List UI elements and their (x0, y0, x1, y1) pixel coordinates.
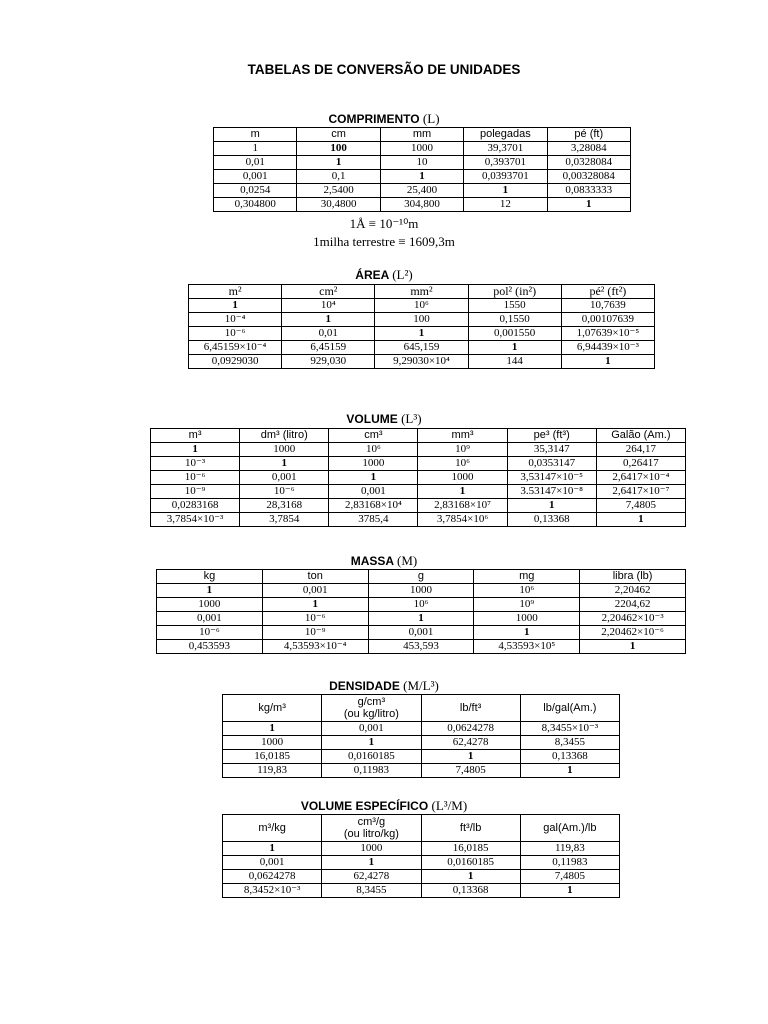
column-header: kg (157, 570, 263, 584)
table-cell: 10⁶ (375, 299, 468, 313)
table-cell: 0,1550 (468, 313, 561, 327)
table-cell: 0,0353147 (507, 457, 596, 471)
table-cell: 2,20462×10⁻³ (580, 612, 686, 626)
table-cell: 0,11983 (520, 856, 619, 870)
table-cell: 0,0624278 (421, 722, 520, 736)
table-cell: 0,00107639 (561, 313, 654, 327)
table-cell: 62,4278 (421, 736, 520, 750)
table-header-row (223, 695, 620, 722)
table-header-row (157, 570, 686, 584)
table-cell: 6,45159×10⁻⁴ (189, 341, 282, 355)
table-header-row (189, 285, 655, 299)
note-milha: 1milha terrestre ≡ 1609,3m (313, 234, 455, 249)
table-row (189, 313, 655, 327)
table-cell: 10⁶ (368, 598, 474, 612)
table-cell: 0,11983 (322, 764, 421, 778)
table-cell: 0,001 (240, 471, 329, 485)
table-cell: 10⁻⁹ (262, 626, 368, 640)
note-angstrom: 1Å ≡ 10⁻¹⁰m (349, 216, 419, 231)
table-row (223, 870, 620, 884)
table-cell: 10⁶ (418, 457, 507, 471)
table-header-row (214, 128, 631, 142)
table-cell: 10⁻⁶ (240, 485, 329, 499)
table-cell: 35,3147 (507, 443, 596, 457)
table-cell: 1 (520, 884, 619, 898)
table-cell: 1 (151, 443, 240, 457)
table-area (188, 284, 655, 369)
table-cell: 10⁻⁴ (189, 313, 282, 327)
table-cell: 28,3168 (240, 499, 329, 513)
table-row (214, 184, 631, 198)
table-cell: 645,159 (375, 341, 468, 355)
column-header: g (368, 570, 474, 584)
table-cell: 1000 (474, 612, 580, 626)
table-cell: 10⁻³ (151, 457, 240, 471)
table-cell: 1 (262, 598, 368, 612)
table-cell: 1 (474, 626, 580, 640)
table-cell: 1 (189, 299, 282, 313)
table-cell: 2204,62 (580, 598, 686, 612)
column-header-text: (ou litro/kg) (343, 828, 399, 840)
table-cell: 929,030 (282, 355, 375, 369)
column-header (223, 815, 322, 842)
section-title-volume (0, 411, 768, 427)
table-cell: 3,53147×10⁻⁵ (507, 471, 596, 485)
table-cell: 2,6417×10⁻⁴ (596, 471, 685, 485)
column-header: ton (262, 570, 368, 584)
column-header: pé (ft) (547, 128, 630, 142)
table-cell: 0,0283168 (151, 499, 240, 513)
table-cell: 1000 (368, 584, 474, 598)
table-cell: 1 (596, 513, 685, 527)
column-header: pol² (in²) (468, 285, 561, 299)
table-cell: 3.53147×10⁻⁸ (507, 485, 596, 499)
table-cell: 144 (468, 355, 561, 369)
table-cell: 1550 (468, 299, 561, 313)
table-cell: 10⁶ (474, 584, 580, 598)
table-cell: 1 (240, 457, 329, 471)
table-cell: 0,1 (297, 170, 380, 184)
table-cell: 264,17 (596, 443, 685, 457)
table-cell: 10,7639 (561, 299, 654, 313)
table-row (223, 750, 620, 764)
table-row (151, 471, 686, 485)
table-cell: 2,83168×10⁷ (418, 499, 507, 513)
table-cell: 119,83 (520, 842, 619, 856)
table-cell: 1 (223, 722, 322, 736)
table-massa (156, 569, 686, 654)
table-cell: 9,29030×10⁴ (375, 355, 468, 369)
section-title-volume-especifico (0, 798, 768, 814)
section-name: VOLUME ESPECÍFICO (300, 799, 429, 813)
table-cell: 0,001550 (468, 327, 561, 341)
table-cell: 1000 (418, 471, 507, 485)
table-cell: 1 (547, 198, 630, 212)
table-cell: 10⁻⁶ (262, 612, 368, 626)
section-title-area (0, 267, 768, 283)
table-cell: 0,001 (368, 626, 474, 640)
table-header-row (151, 429, 686, 443)
column-header: polegadas (464, 128, 547, 142)
table-cell: 1 (329, 471, 418, 485)
table-cell: 0,01 (214, 156, 297, 170)
table-cell: 0,0929030 (189, 355, 282, 369)
section-title-densidade (0, 678, 768, 694)
section-title-comprimento (0, 111, 768, 127)
column-header-text: cm³/g (357, 816, 386, 828)
table-cell: 1 (282, 313, 375, 327)
column-header: cm² (282, 285, 375, 299)
table-cell: 1 (223, 842, 322, 856)
table-cell: 1 (157, 584, 263, 598)
table-row (151, 513, 686, 527)
table-row (214, 198, 631, 212)
section-name: VOLUME (346, 412, 398, 426)
table-cell: 0,001 (214, 170, 297, 184)
table-cell: 1000 (157, 598, 263, 612)
table-cell: 1 (561, 355, 654, 369)
table-cell: 0,0160185 (421, 856, 520, 870)
section-name: DENSIDADE (329, 679, 400, 693)
column-header (520, 815, 619, 842)
section-dimension: (M) (397, 553, 418, 568)
table-cell: 0,453593 (157, 640, 263, 654)
column-header: dm³ (litro) (240, 429, 329, 443)
table-cell: 304,800 (380, 198, 463, 212)
column-header: m³ (151, 429, 240, 443)
table-cell: 3,7854×10⁶ (418, 513, 507, 527)
column-header: cm (297, 128, 380, 142)
table-cell: 16,0185 (223, 750, 322, 764)
column-header: m (214, 128, 297, 142)
table-cell: 10⁻⁶ (157, 626, 263, 640)
table-cell: 62,4278 (322, 870, 421, 884)
table-cell: 0,001 (329, 485, 418, 499)
column-header: mm (380, 128, 463, 142)
table-cell: 8,3455 (520, 736, 619, 750)
table-cell: 2,83168×10⁴ (329, 499, 418, 513)
table-cell: 0,0833333 (547, 184, 630, 198)
column-header (223, 695, 322, 722)
table-row (157, 612, 686, 626)
section-name: ÁREA (355, 268, 389, 282)
table-cell: 1000 (380, 142, 463, 156)
table-row (157, 598, 686, 612)
column-header-text: ft³/lb (459, 822, 482, 834)
table-cell: 10⁶ (329, 443, 418, 457)
column-header: m² (189, 285, 282, 299)
column-header-text: (ou kg/litro) (343, 708, 399, 720)
table-row (189, 299, 655, 313)
column-header (322, 695, 421, 722)
table-cell: 453,593 (368, 640, 474, 654)
section-dimension: (M/L³) (403, 678, 439, 693)
table-cell: 1 (322, 856, 421, 870)
table-cell: 1 (297, 156, 380, 170)
table-comprimento (213, 127, 631, 212)
table-cell: 0,001 (262, 584, 368, 598)
table-cell: 8,3455×10⁻³ (520, 722, 619, 736)
table-row (157, 626, 686, 640)
table-cell: 10⁹ (418, 443, 507, 457)
table-cell: 16,0185 (421, 842, 520, 856)
table-cell: 1 (421, 750, 520, 764)
table-cell: 3,7854 (240, 513, 329, 527)
column-header: mg (474, 570, 580, 584)
table-row (189, 355, 655, 369)
table-cell: 2,20462 (580, 584, 686, 598)
table-cell: 0,0393701 (464, 170, 547, 184)
table-cell: 1 (375, 327, 468, 341)
table-cell: 12 (464, 198, 547, 212)
column-header (520, 695, 619, 722)
table-cell: 1 (464, 184, 547, 198)
section-dimension: (L³) (401, 411, 422, 426)
table-densidade (222, 694, 620, 778)
table-row (151, 499, 686, 513)
table-row (151, 443, 686, 457)
table-cell: 0,0328084 (547, 156, 630, 170)
table-cell: 1 (380, 170, 463, 184)
section-name: COMPRIMENTO (328, 112, 420, 126)
table-cell: 3,7854×10⁻³ (151, 513, 240, 527)
table-cell: 0,393701 (464, 156, 547, 170)
table-row (214, 142, 631, 156)
table-cell: 6,45159 (282, 341, 375, 355)
table-cell: 0,304800 (214, 198, 297, 212)
column-header (421, 815, 520, 842)
section-title-massa (0, 553, 768, 569)
table-cell: 1 (507, 499, 596, 513)
table-cell: 3,28084 (547, 142, 630, 156)
table-cell: 10⁻⁶ (151, 471, 240, 485)
table-row (151, 457, 686, 471)
column-header-text: m³/kg (258, 822, 286, 834)
table-cell: 0,26417 (596, 457, 685, 471)
table-cell: 10 (380, 156, 463, 170)
column-header-text: g/cm³ (357, 696, 386, 708)
table-cell: 0,13368 (507, 513, 596, 527)
table-row (223, 856, 620, 870)
column-header: cm³ (329, 429, 418, 443)
table-cell: 10⁻⁶ (189, 327, 282, 341)
table-row (223, 736, 620, 750)
table-cell: 0,001 (157, 612, 263, 626)
table-cell: 1 (214, 142, 297, 156)
table-header-row (223, 815, 620, 842)
column-header-text: gal(Am.)/lb (543, 822, 597, 834)
table-cell: 1 (418, 485, 507, 499)
table-cell: 1 (322, 736, 421, 750)
table-cell: 0,001 (322, 722, 421, 736)
table-row (214, 170, 631, 184)
table-volume (150, 428, 686, 527)
table-cell: 7,4805 (520, 870, 619, 884)
table-cell: 30,4800 (297, 198, 380, 212)
table-cell: 2,5400 (297, 184, 380, 198)
table-cell: 0,13368 (520, 750, 619, 764)
table-cell: 1 (368, 612, 474, 626)
table-cell: 1000 (322, 842, 421, 856)
table-cell: 0,001 (223, 856, 322, 870)
column-header: mm³ (418, 429, 507, 443)
table-row (189, 341, 655, 355)
table-cell: 100 (375, 313, 468, 327)
table-volume-especifico (222, 814, 620, 898)
column-header: Galão (Am.) (596, 429, 685, 443)
table-cell: 1000 (329, 457, 418, 471)
column-header: mm² (375, 285, 468, 299)
column-header-text: kg/m³ (258, 702, 286, 714)
column-header: libra (lb) (580, 570, 686, 584)
section-dimension: (L²) (392, 267, 413, 282)
table-cell: 1000 (223, 736, 322, 750)
table-row (214, 156, 631, 170)
table-cell: 4,53593×10⁻⁴ (262, 640, 368, 654)
column-header: pe³ (ft³) (507, 429, 596, 443)
table-cell: 8,3452×10⁻³ (223, 884, 322, 898)
column-header-text: lb/gal(Am.) (543, 702, 597, 714)
table-row (157, 584, 686, 598)
table-row (223, 722, 620, 736)
table-cell: 10⁴ (282, 299, 375, 313)
table-cell: 7,4805 (421, 764, 520, 778)
table-row (223, 884, 620, 898)
page-title: TABELAS DE CONVERSÃO DE UNIDADES (247, 62, 521, 77)
table-row (223, 764, 620, 778)
column-header: pé² (ft²) (561, 285, 654, 299)
table-cell: 0,00328084 (547, 170, 630, 184)
table-cell: 1 (520, 764, 619, 778)
table-cell: 0,0624278 (223, 870, 322, 884)
section-dimension: (L) (422, 111, 440, 126)
table-row (151, 485, 686, 499)
table-cell: 1,07639×10⁻⁵ (561, 327, 654, 341)
table-cell: 100 (297, 142, 380, 156)
table-row (189, 327, 655, 341)
table-cell: 0,01 (282, 327, 375, 341)
table-cell: 10⁻⁹ (151, 485, 240, 499)
table-cell: 2,6417×10⁻⁷ (596, 485, 685, 499)
table-cell: 119,83 (223, 764, 322, 778)
table-cell: 25,400 (380, 184, 463, 198)
section-dimension: (L³/M) (431, 798, 468, 813)
column-header-text: lb/ft³ (459, 702, 482, 714)
column-header (322, 815, 421, 842)
table-cell: 1 (468, 341, 561, 355)
table-cell: 4,53593×10⁵ (474, 640, 580, 654)
column-header (421, 695, 520, 722)
section-name: MASSA (350, 554, 394, 568)
table-cell: 39,3701 (464, 142, 547, 156)
table-cell: 7,4805 (596, 499, 685, 513)
table-row (223, 842, 620, 856)
table-cell: 0,13368 (421, 884, 520, 898)
table-cell: 0,0160185 (322, 750, 421, 764)
table-cell: 1000 (240, 443, 329, 457)
table-cell: 10⁹ (474, 598, 580, 612)
table-cell: 8,3455 (322, 884, 421, 898)
table-row (157, 640, 686, 654)
table-cell: 2,20462×10⁻⁶ (580, 626, 686, 640)
table-cell: 6,94439×10⁻³ (561, 341, 654, 355)
table-cell: 3785,4 (329, 513, 418, 527)
table-cell: 1 (580, 640, 686, 654)
table-cell: 0,0254 (214, 184, 297, 198)
table-cell: 1 (421, 870, 520, 884)
